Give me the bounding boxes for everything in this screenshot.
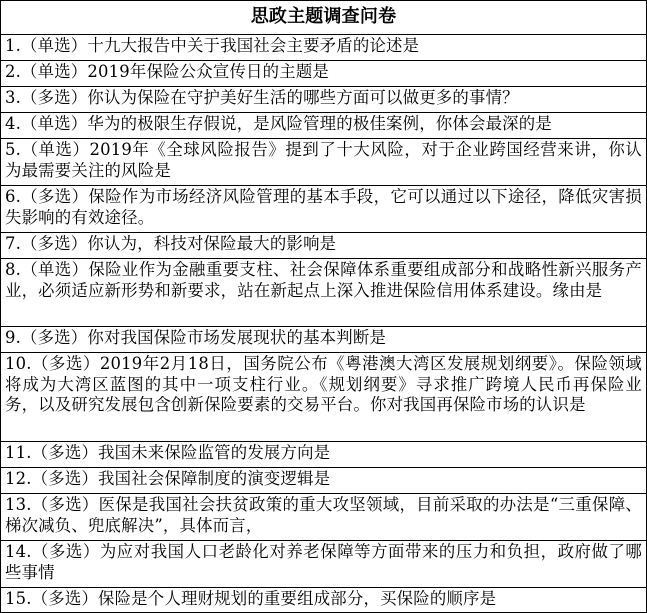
question-11: 11.（多选）我国未来保险监管的发展方向是	[1, 441, 646, 467]
question-6: 6.（多选）保险作为市场经济风险管理的基本手段，它可以通过以下途径，降低灾害损失影响的有效途径。	[1, 185, 646, 232]
question-14: 14.（多选）为应对我国人口老龄化对养老保障等方面带来的压力和负担，政府做了哪些事情	[1, 540, 646, 587]
question-8: 8.（单选）保险业作为金融重要支柱、社会保障体系重要组成部分和战略性新兴服务产业，必须适应新形势和新要求，站在新起点上深入推进保险信用体系建设。缘由是	[1, 258, 646, 326]
question-12: 12.（多选）我国社会保障制度的演变逻辑是	[1, 467, 646, 493]
question-15: 15.（多选）保险是个人理财规划的重要组成部分，买保险的顺序是	[1, 587, 646, 612]
question-3: 3.（多选）你认为保险在守护美好生活的哪些方面可以做更多的事情？	[1, 86, 646, 112]
survey-title: 思政主题调查问卷	[250, 6, 397, 27]
question-9: 9.（多选）你对我国保险市场发展现状的基本判断是	[1, 326, 646, 352]
question-5: 5.（单选）2019年《全球风险报告》提到了十大风险，对于企业跨国经营来讲，你认为最需要关注的风险是	[1, 138, 646, 185]
question-2: 2.（单选）2019年保险公众宣传日的主题是	[1, 60, 646, 86]
question-1: 1.（单选）十九大报告中关于我国社会主要矛盾的论述是	[1, 34, 646, 60]
question-13: 13.（多选）医保是我国社会扶贫政策的重大攻坚领域，目前采取的办法是“三重保障、梯次减负、兜底解决”，具体而言，	[1, 493, 646, 540]
question-4: 4.（单选）华为的极限生存假说，是风险管理的极佳案例，你体会最深的是	[1, 112, 646, 138]
question-7: 7.（多选）你认为，科技对保险最大的影响是	[1, 232, 646, 258]
question-10: 10.（多选）2019年2月18日，国务院公布《粤港澳大湾区发展规划纲要》。保险领域将成为大湾区蓝图的其中一项支柱行业。《规划纲要》寻求推广跨境人民币再保险业务，以及研究发展包含创新保险要素的交易平台。你对我国再保险市场的认识是	[1, 352, 646, 441]
